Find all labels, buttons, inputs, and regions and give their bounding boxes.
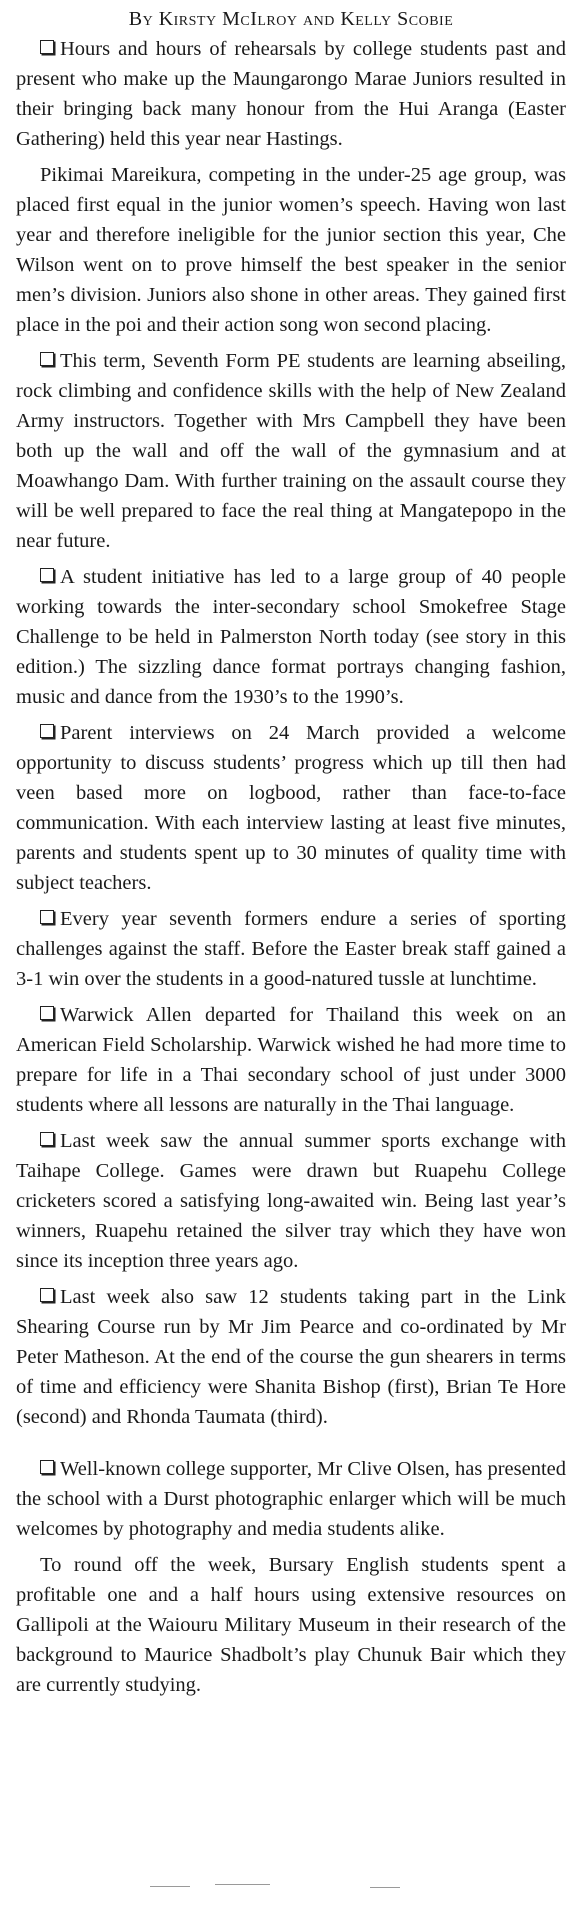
paragraph-text: Last week saw the annual summer sports exchange with Taihape College. Games were drawn but Ruapehu College cricketers scored a satisfying long-awaited win. Being last year’s winners, Ruapehu retained the silver tray which they have won since its inception three years ago. [16, 1130, 566, 1272]
article-paragraph [16, 160, 566, 340]
article-body [16, 34, 566, 1700]
article-paragraph [16, 1550, 566, 1700]
paragraph-text: Warwick Allen departed for Thailand this week on an American Field Scholarship. Warwick wished he had more time to prepare for life in a Thai secondary school of just under 3000 students where all lessons are naturally in the Thai language. [16, 1004, 566, 1116]
checkbox-bullet-icon [40, 1288, 54, 1302]
checkbox-bullet-icon [40, 568, 54, 582]
article-paragraph [16, 718, 566, 898]
paragraph-text: This term, Seventh Form PE students are learning abseiling, rock climbing and confidence skills with the help of New Zealand Army instructors. Together with Mrs Campbell they have been both up the wall and off the wall of the gymnasium and at Moawhango Dam. With further training on the assault course they will be well prepared to face the real thing at Mangatepopo in the near future. [16, 350, 566, 552]
checkbox-bullet-icon [40, 910, 54, 924]
scan-noise [215, 1884, 270, 1885]
article-paragraph [16, 1000, 566, 1120]
checkbox-bullet-icon [40, 1460, 54, 1474]
article-paragraph [16, 34, 566, 154]
article-paragraph [16, 1126, 566, 1276]
article-paragraph [16, 1282, 566, 1432]
article-paragraph [16, 904, 566, 994]
checkbox-bullet-icon [40, 1006, 54, 1020]
paragraph-text: Hours and hours of rehearsals by college students past and present who make up the Maungarongo Marae Juniors resulted in their bringing back many honour from the Hui Aranga (Easter Gathering) held this year near Hastings. [16, 38, 566, 150]
checkbox-bullet-icon [40, 1132, 54, 1146]
checkbox-bullet-icon [40, 352, 54, 366]
article-paragraph [16, 346, 566, 556]
paragraph-text: Pikimai Mareikura, competing in the under-25 age group, was placed first equal in the junior women’s speech. Having won last year and therefore ineligible for the junior section this year, Che Wilson went on to prove himself the best speaker in the senior men’s division. Juniors also shone in other areas. They gained first place in the poi and their action song won second placing. [16, 164, 566, 336]
paragraph-text: A student initiative has led to a large group of 40 people working towards the inter-secondary school Smokefree Stage Challenge to be held in Palmerston North today (see story in this edition.) The sizzling dance format portrays changing fashion, music and dance from the 1930’s to the 1990’s. [16, 566, 566, 708]
paragraph-text: Every year seventh formers endure a series of sporting challenges against the staff. Before the Easter break staff gained a 3-1 win over the students in a good-natured tussle at lunchtime. [16, 908, 566, 990]
scan-noise [370, 1887, 400, 1888]
scan-noise [150, 1886, 190, 1887]
byline: By Kirsty McIlroy and Kelly Scobie [128, 8, 454, 30]
article-paragraph [16, 1454, 566, 1544]
paragraph-text: Last week also saw 12 students taking part in the Link Shearing Course run by Mr Jim Pearce and co-ordinated by Mr Peter Matheson. At the end of the course the gun shearers in terms of time and efficiency were Shanita Bishop (first), Brian Te Hore (second) and Rhonda Taumata (third). [16, 1286, 566, 1428]
checkbox-bullet-icon [40, 40, 54, 54]
article-paragraph [16, 562, 566, 712]
paragraph-text: Parent interviews on 24 March provided a welcome opportunity to discuss students’ progress which up till then had veen based more on logbood, rather than face-to-face communication. With each interview lasting at least five minutes, parents and students spent up to 30 minutes of quality time with subject teachers. [16, 722, 566, 894]
paragraph-text: To round off the week, Bursary English students spent a profitable one and a half hours using extensive resources on Gallipoli at the Waiouru Military Museum in their research of the background to Maurice Shadbolt’s play Chunuk Bair which they are currently studying. [16, 1554, 566, 1696]
paragraph-text: Well-known college supporter, Mr Clive Olsen, has presented the school with a Durst photographic enlarger which will be much welcomes by photography and media students alike. [16, 1458, 566, 1540]
checkbox-bullet-icon [40, 724, 54, 738]
